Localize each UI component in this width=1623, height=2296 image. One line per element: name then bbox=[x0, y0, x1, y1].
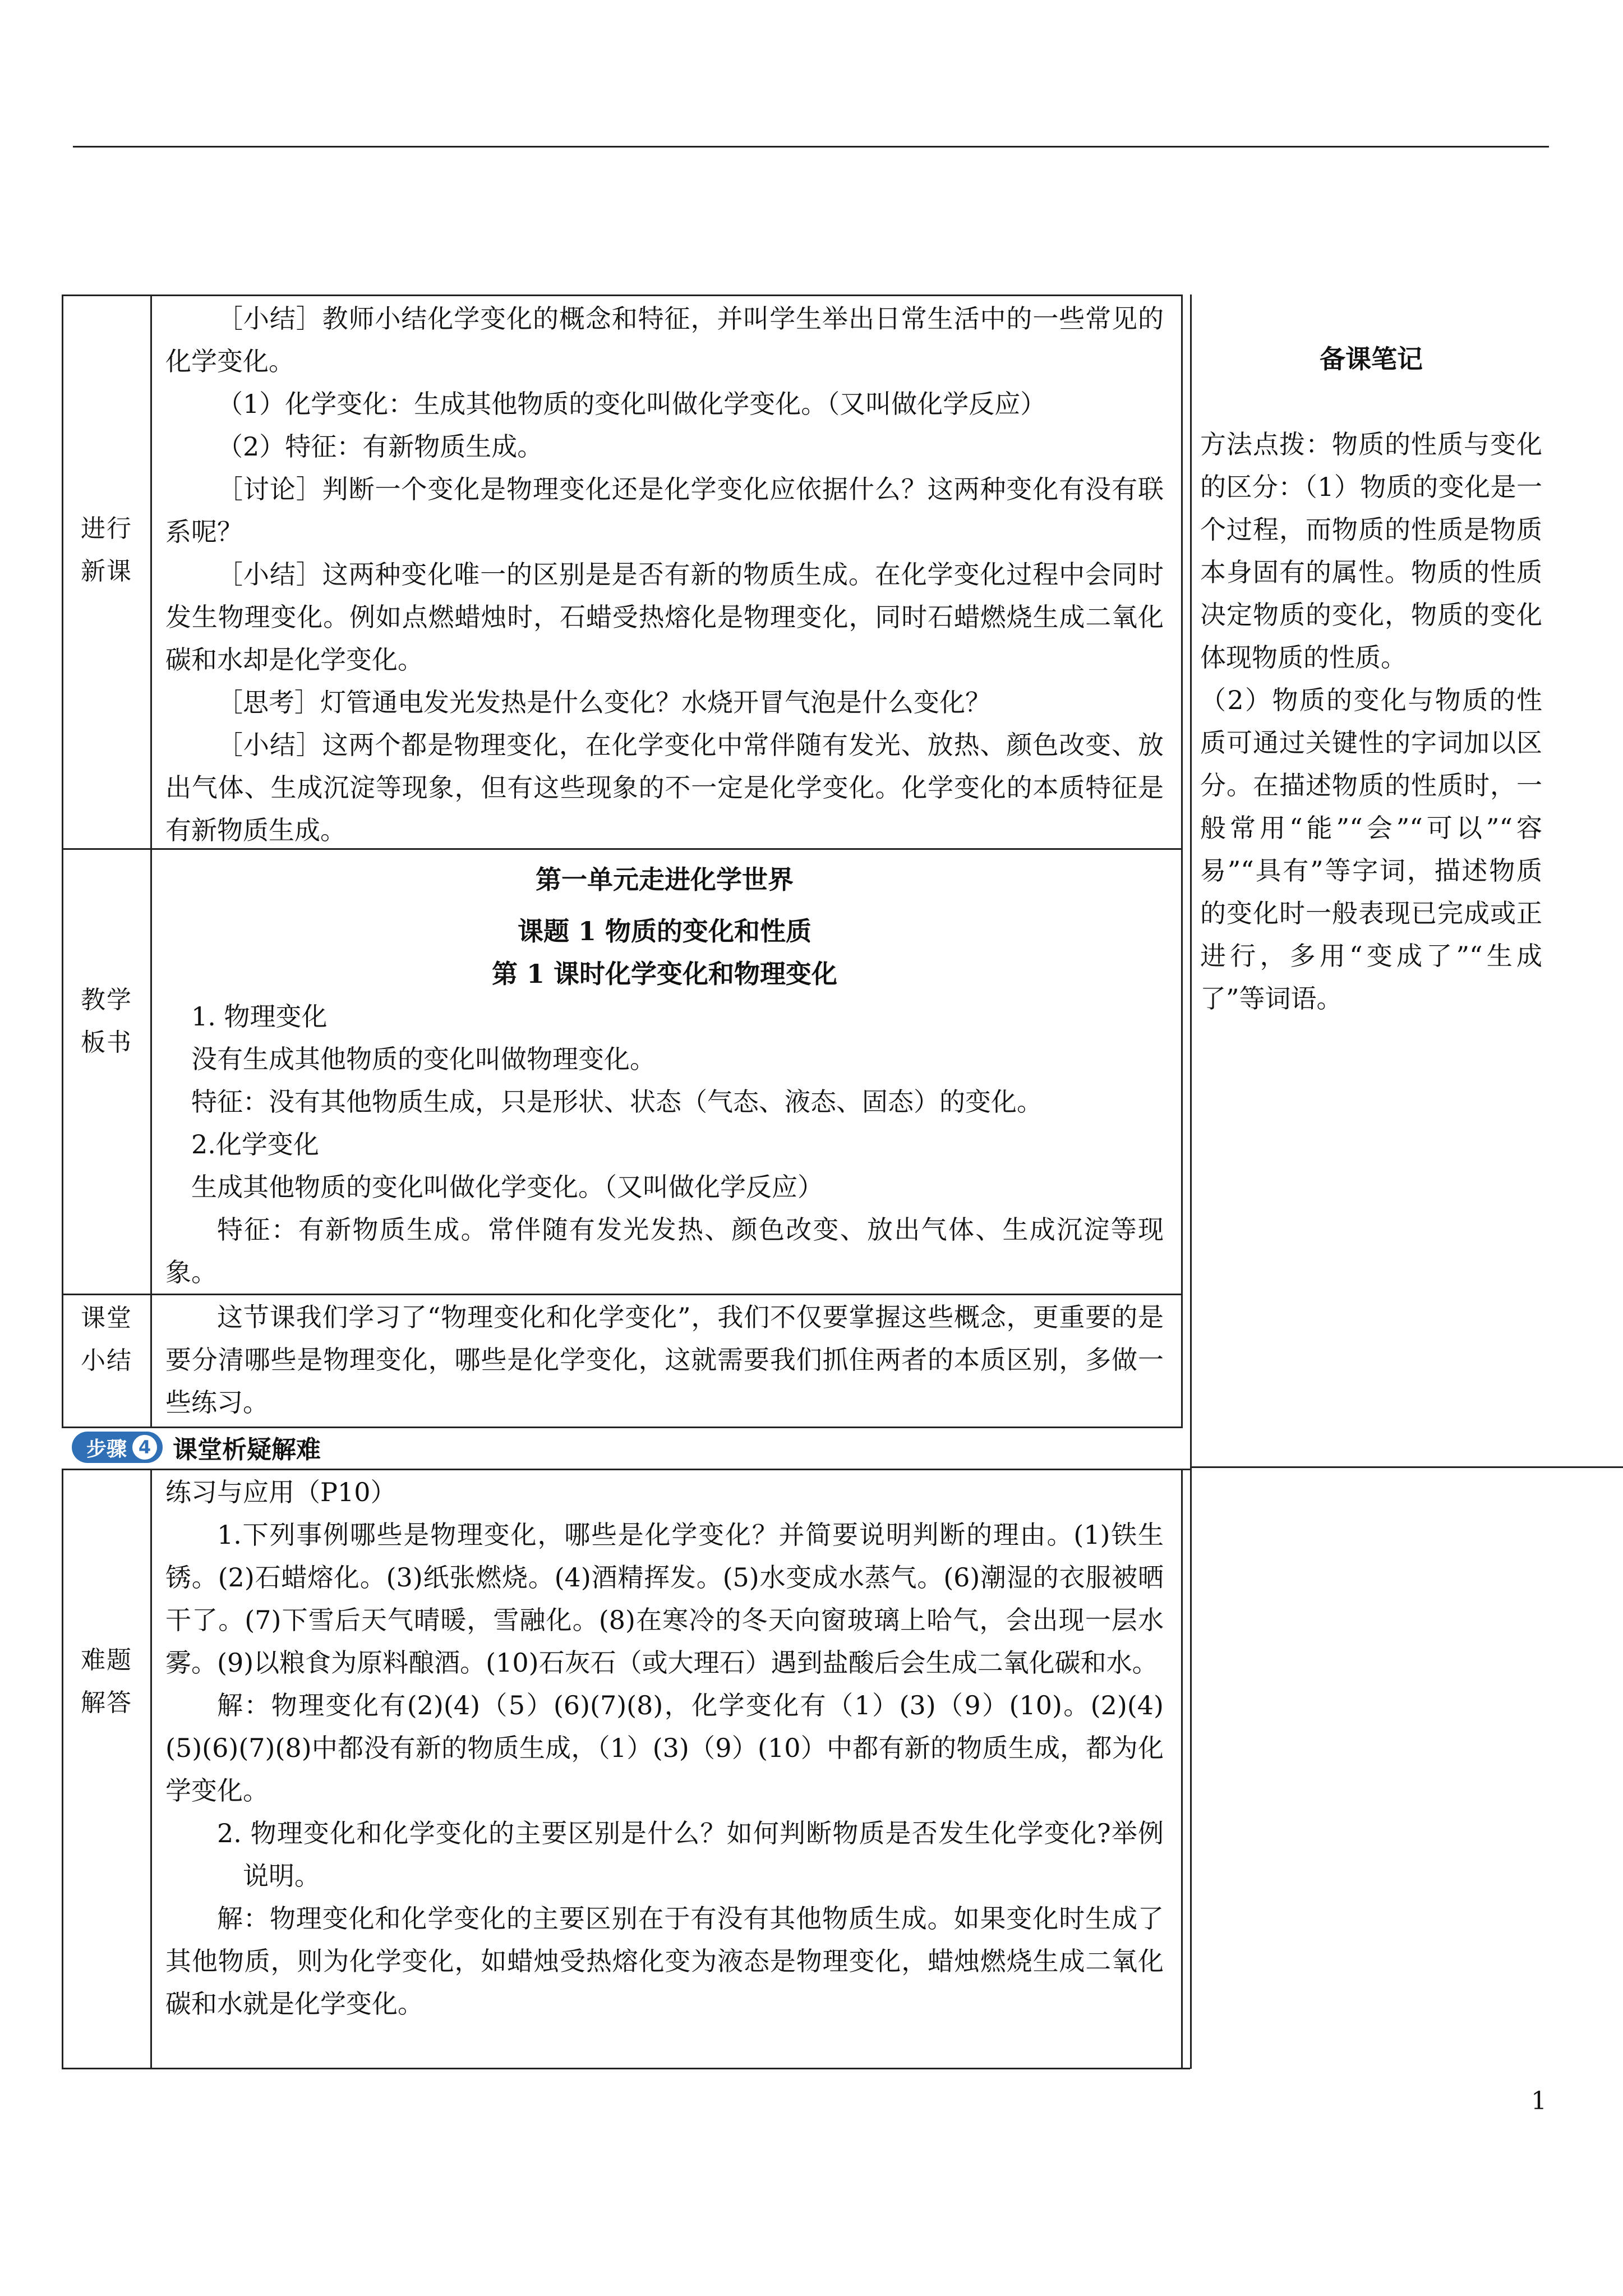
banshu-content bbox=[165, 858, 1164, 1294]
banshu-topic-title: 课题 1 物质的变化和性质 bbox=[517, 916, 812, 946]
step-number: 4 bbox=[132, 1435, 157, 1460]
banshu-line: 特征：有新物质生成。常伴随有发光发热、颜色改变、放出气体、生成沉淀等现象。 bbox=[165, 1214, 1164, 1287]
notes-paragraph-2: （2）物质的变化与物质的性质可通过关键性的字词加以区分。在描述物质的性质时，一般常用“能”“会”“可以”“容易”“具有”等字词，描述物质的变化时一般表现已完成或正进行，多用“变成了”“生成了”等词语。 bbox=[1200, 685, 1542, 1014]
step-badge-label: 步骤 bbox=[86, 1437, 127, 1461]
nanti-question-1: 1.下列事例哪些是物理变化，哪些是化学变化？并简要说明判断的理由。(1)铁生锈。(2)石蜡熔化。(3)纸张燃烧。(4)酒精挥发。(5)水变成水蒸气。(6)潮湿的衣服被晒干了。(7)下雪后天气晴暖，雪融化。(8)在寒冷的冬天向窗玻璃上哈气，会出现一层水雾。(9)以粮食为原料酿酒。(10)石灰石（或大理石）遇到盐酸后会生成二氧化碳和水。 bbox=[165, 1520, 1164, 1678]
row-label-xiaojie: 课堂 小结 bbox=[81, 1304, 132, 1375]
nanti-answer-1: 解：物理变化有(2)(4)（5）(6)(7)(8)，化学变化有（1）(3)（9）(10)。(2)(4)(5)(6)(7)(8)中都没有新的物质生成，（1）(3)（9）(10）中都有新的物质生成，都为化学变化。 bbox=[165, 1690, 1164, 1806]
lower-label-divider bbox=[150, 1469, 152, 2068]
row-border-top bbox=[62, 295, 1183, 296]
nanti-content bbox=[165, 1471, 1164, 2025]
step-banner bbox=[72, 1429, 321, 1465]
row-label-banshu: 教学 板书 bbox=[81, 986, 132, 1057]
notes-row-divider bbox=[1190, 1466, 1623, 1468]
nanti-answer-2: 解：物理变化和化学变化的主要区别在于有没有其他物质生成。如果变化时生成了其他物质，则为化学变化，如蜡烛受热熔化变为液态是物理变化，蜡烛燃烧生成二氧化碳和水就是化学变化。 bbox=[165, 1903, 1164, 2019]
banshu-line: 生成其他物质的变化叫做化学变化。（又叫做化学反应） bbox=[191, 1172, 823, 1202]
lower-table-top bbox=[62, 1469, 1190, 1470]
jinxing-paragraph: （2）特征：有新物质生成。 bbox=[217, 431, 543, 462]
jinxing-paragraph: ［思考］灯管通电发光发热是什么变化？水烧开冒气泡是什么变化？ bbox=[217, 687, 991, 717]
lower-table-bottom bbox=[62, 2068, 1190, 2069]
banshu-unit-title: 第一单元走进化学世界 bbox=[536, 864, 794, 895]
header-rule bbox=[73, 146, 1549, 148]
xiaojie-text: 这节课我们学习了“物理变化和化学变化”，我们不仅要掌握这些概念，更重要的是要分清哪些是物理变化，哪些是化学变化，这就需要我们抓住两者的本质区别，多做一些练习。 bbox=[165, 1302, 1164, 1418]
notes-title: 备课笔记 bbox=[1320, 344, 1423, 374]
jinxing-paragraph: （1）化学变化：生成其他物质的变化叫做化学变化。（又叫做化学反应） bbox=[217, 389, 1046, 419]
banshu-line: 2.化学变化 bbox=[191, 1129, 319, 1159]
jinxing-content bbox=[165, 297, 1164, 852]
step-title: 课堂析疑解难 bbox=[173, 1435, 321, 1464]
content-column-right bbox=[1181, 295, 1183, 1428]
step-badge bbox=[72, 1432, 163, 1463]
banshu-line: 没有生成其他物质的变化叫做物理变化。 bbox=[191, 1044, 656, 1074]
banshu-line: 特征：没有其他物质生成，只是形状、状态（气态、液态、固态）的变化。 bbox=[191, 1087, 1043, 1117]
label-column-divider bbox=[150, 295, 152, 1428]
banshu-lesson-title: 第 1 课时化学变化和物理变化 bbox=[491, 959, 838, 989]
nanti-question-2: 2. 物理变化和化学变化的主要区别是什么？如何判断物质是否发生化学变化?举例说明。 bbox=[217, 1818, 1164, 1891]
row-border-2 bbox=[62, 1294, 1183, 1295]
page-number: 1 bbox=[1531, 2087, 1547, 2115]
lesson-notes bbox=[1200, 338, 1542, 1020]
lower-table-left bbox=[62, 1469, 63, 2068]
notes-paragraph-1: 方法点拨：物质的性质与变化的区分：（1）物质的变化是一个过程，而物质的性质是物质本身固有的属性。物质的性质决定物质的变化，物质的变化体现物质的性质。 bbox=[1200, 429, 1542, 673]
jinxing-paragraph: ［小结］教师小结化学变化的概念和特征，并叫学生举出日常生活中的一些常见的化学变化。 bbox=[165, 303, 1164, 376]
jinxing-paragraph: ［小结］这两种变化唯一的区别是是否有新的物质生成。在化学变化过程中会同时发生物理变化。例如点燃蜡烛时，石蜡受热熔化是物理变化，同时石蜡燃烧生成二氧化碳和水却是化学变化。 bbox=[165, 559, 1164, 675]
xiaojie-content bbox=[165, 1296, 1164, 1424]
jinxing-paragraph: ［小结］这两个都是物理变化，在化学变化中常伴随有发光、放热、颜色改变、放出气体、生成沉淀等现象，但有这些现象的不一定是化学变化。化学变化的本质特征是有新物质生成。 bbox=[165, 730, 1164, 845]
row-border-bottom bbox=[62, 1427, 1183, 1428]
row-label-jinxing: 进行 新课 bbox=[81, 514, 132, 586]
row-label-nanti: 难题 解答 bbox=[81, 1646, 132, 1717]
nanti-heading: 练习与应用（P10） bbox=[165, 1477, 396, 1507]
banshu-line: 1. 物理变化 bbox=[191, 1001, 328, 1032]
lower-content-right bbox=[1181, 1469, 1183, 2068]
notes-column-divider bbox=[1190, 295, 1192, 2069]
jinxing-paragraph: ［讨论］判断一个变化是物理变化还是化学变化应依据什么？这两种变化有没有联系呢？ bbox=[165, 474, 1164, 547]
table-border-left bbox=[62, 295, 63, 1428]
